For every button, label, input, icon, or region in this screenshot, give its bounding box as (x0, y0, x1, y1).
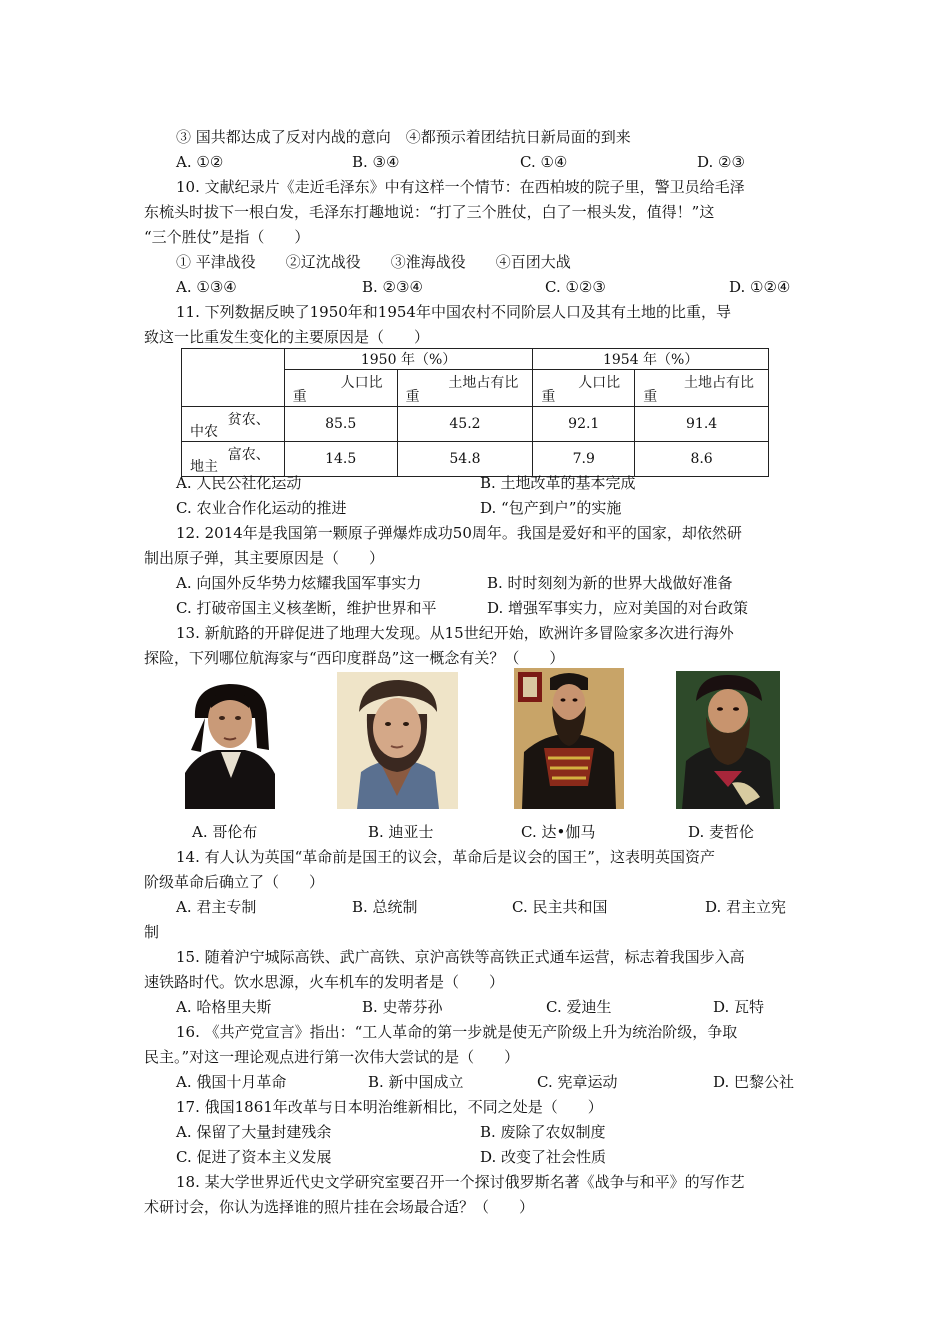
q13-stem-line1: 13. 新航路的开辟促进了地理大发现。从15世纪开始，欧洲许多冒险家多次进行海外 (176, 624, 734, 642)
table-corner-cell (182, 349, 285, 407)
q11-option-b[interactable]: B. 土地改革的基本完成 (480, 474, 636, 492)
table-subheader-pop-1954: 人口比 重 (533, 370, 635, 407)
table-row-label-poor: 贫农、 中农 (182, 407, 285, 442)
q14-option-b[interactable]: B. 总统制 (352, 898, 418, 916)
q13-option-b[interactable]: B. 迪亚士 (368, 823, 434, 841)
q14-option-c[interactable]: C. 民主共和国 (512, 898, 608, 916)
q16-option-d[interactable]: D. 巴黎公社 (713, 1073, 795, 1091)
land-population-table (181, 348, 769, 477)
q15-option-a[interactable]: A. 哈格里夫斯 (176, 998, 272, 1016)
q10-stem-line1: 10. 文献纪录片《走近毛泽东》中有这样一个情节：在西柏坡的院子里，警卫员给毛泽 (176, 178, 745, 196)
q10-stem-line3: “三个胜仗”是指（ ） (144, 228, 310, 246)
q18-stem-line1: 18. 某大学世界近代史文学研究室要召开一个探讨俄罗斯名著《战争与和平》的写作艺 (176, 1173, 745, 1191)
q16-stem-line1: 16. 《共产党宣言》指出：“工人革命的第一步就是使无产阶级上升为统治阶级，争取 (176, 1023, 738, 1041)
table-cell: 91.4 (635, 407, 769, 442)
table-subheader-pop-1950: 人口比 重 (284, 370, 397, 407)
q12-option-b[interactable]: B. 时时刻刻为新的世界大战做好准备 (487, 574, 733, 592)
q16-option-b[interactable]: B. 新中国成立 (368, 1073, 464, 1091)
q9-option-a[interactable]: A. ①② (176, 153, 224, 171)
q15-stem-line1: 15. 随着沪宁城际高铁、武广高铁、京沪高铁等高铁正式通车运营，标志着我国步入高 (176, 948, 745, 966)
table-cell: 14.5 (284, 442, 397, 477)
q17-option-b[interactable]: B. 废除了农奴制度 (480, 1123, 606, 1141)
table-row-label-rich: 富农、 地主 (182, 442, 285, 477)
q12-option-d[interactable]: D. 增强军事实力，应对美国的对台政策 (487, 599, 749, 617)
q17-option-a[interactable]: A. 保留了大量封建残余 (176, 1123, 332, 1141)
q17-option-c[interactable]: C. 促进了资本主义发展 (176, 1148, 332, 1166)
table-cell: 45.2 (397, 407, 533, 442)
table-subheader-land-1954: 土地占有比 重 (635, 370, 769, 407)
q16-stem-line2: 民主。”对这一理论观点进行第一次伟大尝试的是（ ） (144, 1048, 520, 1066)
table-cell: 8.6 (635, 442, 769, 477)
q14-option-a[interactable]: A. 君主专制 (176, 898, 257, 916)
portrait-magellan-image (676, 671, 780, 809)
table-cell: 92.1 (533, 407, 635, 442)
q10-option-a[interactable]: A. ①③④ (176, 278, 237, 296)
portrait-dias-image (337, 672, 458, 809)
q11-option-d[interactable]: D. “包产到户”的实施 (480, 499, 622, 517)
q10-items: ① 平津战役 ②辽沈战役 ③淮海战役 ④百团大战 (176, 253, 571, 271)
q9-option-d[interactable]: D. ②③ (697, 153, 745, 171)
q11-option-a[interactable]: A. 人民公社化运动 (176, 474, 302, 492)
q15-option-d[interactable]: D. 瓦特 (713, 998, 765, 1016)
q15-option-c[interactable]: C. 爱迪生 (546, 998, 612, 1016)
q18-stem-line2: 术研讨会，你认为选择谁的照片挂在会场最合适？（ ） (144, 1198, 535, 1216)
q14-stem-line2: 阶级革命后确立了（ ） (144, 873, 325, 891)
q15-option-b[interactable]: B. 史蒂芬孙 (362, 998, 443, 1016)
q14-stem-line1: 14. 有人认为英国“革命前是国王的议会，革命后是议会的国王”，这表明英国资产 (176, 848, 715, 866)
q17-option-d[interactable]: D. 改变了社会性质 (480, 1148, 607, 1166)
q14-option-d-wrap: 制 (144, 923, 160, 941)
q9-option-c[interactable]: C. ①④ (520, 153, 568, 171)
table-row (182, 407, 769, 442)
q10-option-d[interactable]: D. ①②④ (729, 278, 791, 296)
q10-stem-line2: 东梳头时拔下一根白发，毛泽东打趣地说：“打了三个胜仗，白了一根头发，值得！”这 (144, 203, 715, 221)
q13-stem-line2: 探险，下列哪位航海家与“西印度群岛”这一概念有关？（ ） (144, 649, 565, 667)
q13-option-c[interactable]: C. 达•伽马 (521, 823, 596, 841)
q17-stem-line1: 17. 俄国1861年改革与日本明治维新相比，不同之处是（ ） (176, 1098, 603, 1116)
table-header-1954: 1954 年（%） (533, 349, 769, 370)
q9-option-b[interactable]: B. ③④ (352, 153, 400, 171)
q15-stem-line2: 速铁路时代。饮水思源，火车机车的发明者是（ ） (144, 973, 505, 991)
table-header-1950: 1950 年（%） (284, 349, 533, 370)
q14-option-d[interactable]: D. 君主立宪 (705, 898, 787, 916)
q9-statement-3-4: ③ 国共都达成了反对内战的意向 ④都预示着团结抗日新局面的到来 (176, 128, 631, 146)
q11-option-c[interactable]: C. 农业合作化运动的推进 (176, 499, 347, 517)
table-subheader-land-1950: 土地占有比 重 (397, 370, 533, 407)
q13-option-d[interactable]: D. 麦哲伦 (688, 823, 755, 841)
q16-option-a[interactable]: A. 俄国十月革命 (176, 1073, 287, 1091)
q16-option-c[interactable]: C. 宪章运动 (537, 1073, 618, 1091)
q12-option-c[interactable]: C. 打破帝国主义核垄断，维护世界和平 (176, 599, 437, 617)
q12-stem-line1: 12. 2014年是我国第一颗原子弹爆炸成功50周年。我国是爱好和平的国家，却依然研 (176, 524, 742, 542)
q11-stem-line1: 11. 下列数据反映了1950年和1954年中国农村不同阶层人口及其有土地的比重，导 (176, 303, 731, 321)
table-cell: 85.5 (284, 407, 397, 442)
portrait-da-gama-image (514, 668, 624, 809)
q11-stem-line2: 致这一比重发生变化的主要原因是（ ） (144, 328, 430, 346)
table-row (182, 442, 769, 477)
q10-option-c[interactable]: C. ①②③ (545, 278, 606, 296)
q13-option-a[interactable]: A. 哥伦布 (192, 823, 258, 841)
q10-option-b[interactable]: B. ②③④ (362, 278, 423, 296)
portrait-columbus-image (177, 678, 284, 809)
q12-option-a[interactable]: A. 向国外反华势力炫耀我国军事实力 (176, 574, 422, 592)
q12-stem-line2: 制出原子弹，其主要原因是（ ） (144, 549, 385, 567)
table-cell: 7.9 (533, 442, 635, 477)
table-cell: 54.8 (397, 442, 533, 477)
